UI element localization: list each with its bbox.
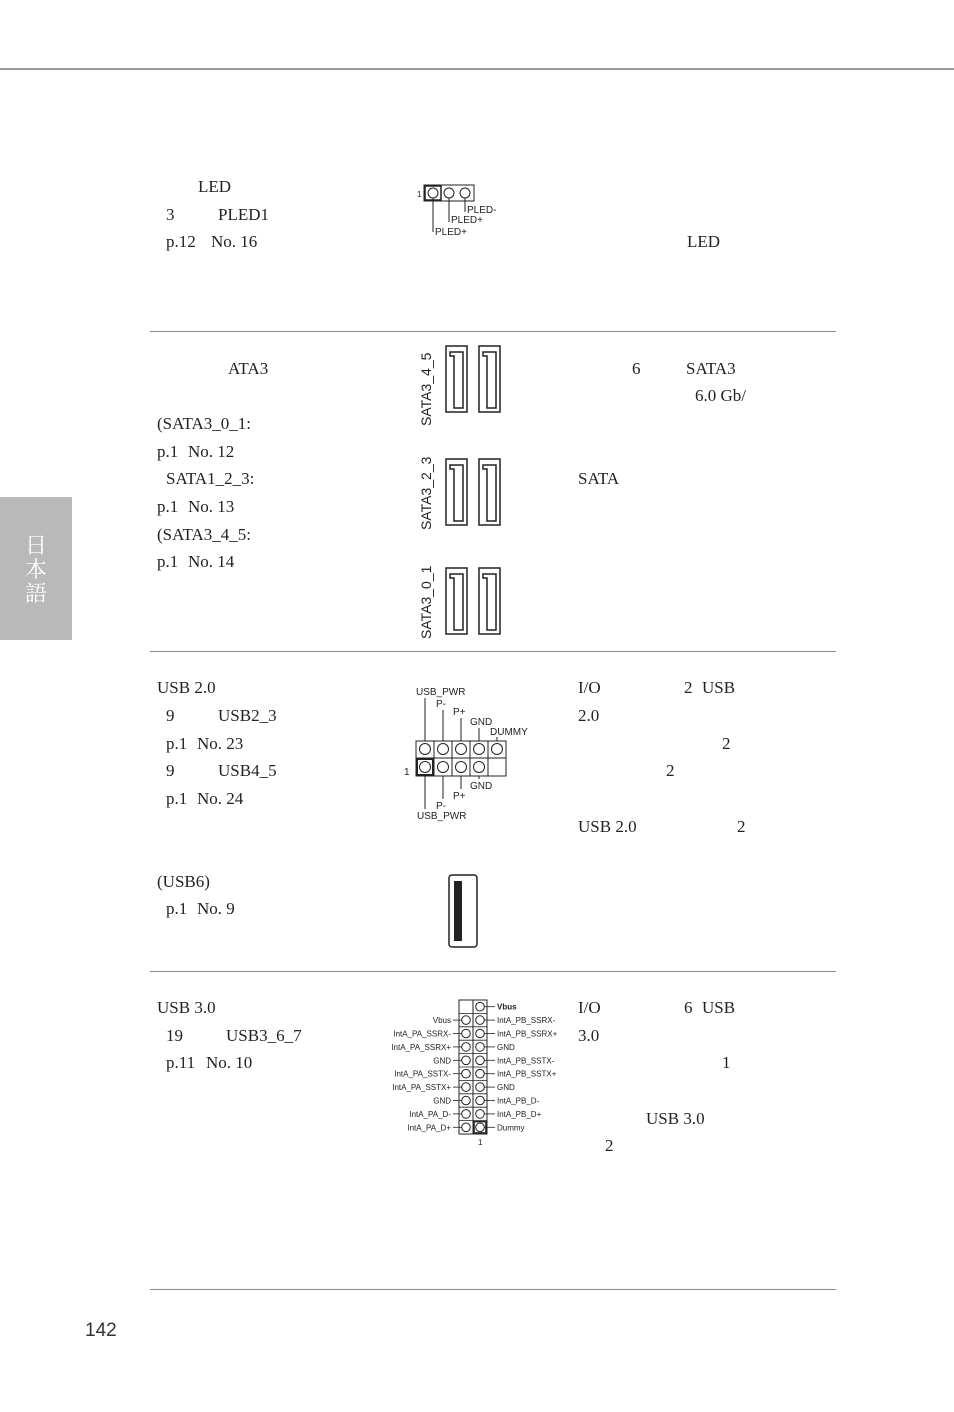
- usb3-left-page: p.11: [166, 1053, 196, 1072]
- usb2-left-pins1: 9: [166, 706, 175, 725]
- usb3-label-right-3: GND: [497, 1042, 515, 1052]
- usb3-pin-left-8: [462, 1110, 471, 1119]
- sata-connector-0: [446, 568, 467, 634]
- usb2-header-diagram: [400, 683, 540, 823]
- led-right-text: LED: [687, 232, 721, 251]
- led-left-name: PLED1: [218, 205, 269, 224]
- usb2-top-dummy: DUMMY: [490, 727, 528, 738]
- usb2-left-no2: No. 24: [197, 789, 244, 808]
- usb3-label-left-5: IntA_PA_SSTX-: [394, 1069, 451, 1079]
- sata-connector-2: [446, 459, 467, 525]
- sata-left-port3: (SATA3_4_5:: [157, 525, 252, 544]
- usb3-left-no: No. 10: [206, 1053, 253, 1072]
- usb3-label-right-5: IntA_PB_SSTX+: [497, 1069, 557, 1079]
- sata-connector-4: [446, 346, 467, 412]
- usb2-left-name1: USB2_3: [218, 706, 277, 725]
- usb3-label-right-6: GND: [497, 1083, 515, 1093]
- usb2-right-n2: 2: [666, 761, 675, 780]
- pled-pin1-label: 1: [417, 190, 422, 199]
- usb3-right-count: 6: [684, 998, 693, 1017]
- sata-connector-5: [479, 346, 500, 412]
- usb2-right-usb: USB: [702, 678, 736, 697]
- language-tab: [0, 497, 72, 640]
- sata-left-title: ATA3: [228, 359, 269, 378]
- usb3-left-name: USB3_6_7: [226, 1026, 302, 1045]
- usb2-pin1-label: 1: [404, 767, 410, 778]
- page-number: 142: [85, 1320, 117, 1341]
- usb3-right-n1: 1: [722, 1053, 731, 1072]
- usb3-left-pins: 19: [166, 1026, 183, 1045]
- usb3-pin-left-4: [462, 1056, 471, 1065]
- usb3-pin-left-1: [462, 1016, 471, 1025]
- usb3-pin-left-9: [462, 1123, 471, 1132]
- usb3-pin-right-4: [476, 1056, 485, 1065]
- usb3-label-right-7: IntA_PB_D-: [497, 1096, 540, 1106]
- usb3-pin1-label: 1: [478, 1138, 483, 1147]
- usb3-pin-left-6: [462, 1083, 471, 1092]
- sata-connector-1: [479, 568, 500, 634]
- usb6-left-title: (USB6): [157, 872, 210, 891]
- usb2-bottom-pwr: USB_PWR: [417, 811, 467, 822]
- usb3-right-usb: USB: [702, 998, 736, 1017]
- section-divider-2: [150, 651, 836, 652]
- top-rule: [0, 68, 954, 70]
- sata-label-4-5: SATA3_4_5: [418, 352, 434, 426]
- sata-left-port2: SATA1_2_3:: [166, 469, 255, 488]
- usb3-pin-left-3: [462, 1043, 471, 1052]
- usb2-right-ver: 2.0: [578, 706, 600, 725]
- usb6-left-page: p.1: [166, 899, 188, 918]
- usb3-pin-left-5: [462, 1069, 471, 1078]
- usb3-header-diagram: [380, 996, 570, 1148]
- sata-label-2-3: SATA3_2_3: [418, 456, 434, 530]
- usb3-pin-grid: [391, 1000, 557, 1134]
- usb3-pin-right-9: [476, 1123, 485, 1132]
- pled-label-1: PLED-: [467, 205, 497, 216]
- sata-right-count: 6: [632, 359, 641, 378]
- usb2-right-count: 2: [684, 678, 693, 697]
- usb3-pin-left-2: [462, 1029, 471, 1038]
- usb3-pin-right-0: [476, 1002, 485, 1011]
- led-left-line1: LED: [198, 177, 232, 196]
- sata-left-page3: p.1: [157, 552, 179, 571]
- usb2-top-pplus: P+: [453, 707, 466, 718]
- usb3-pin-right-8: [476, 1110, 485, 1119]
- usb3-label-left-9: IntA_PA_D+: [407, 1123, 451, 1133]
- usb3-pin-left-7: [462, 1096, 471, 1105]
- usb3-label-right-0: Vbus: [497, 1002, 517, 1012]
- usb2-top-pwr: USB_PWR: [416, 687, 466, 698]
- usb3-pin-right-3: [476, 1043, 485, 1052]
- sata-left-page2: p.1: [157, 497, 179, 516]
- led-left-pins: 3: [166, 205, 175, 224]
- pled-label-2: PLED+: [451, 215, 483, 226]
- usb2-right-io: I/O: [578, 678, 601, 697]
- sata-left-page1: p.1: [157, 442, 179, 461]
- pled-header-diagram: [414, 182, 514, 242]
- usb3-pin-right-1: [476, 1016, 485, 1025]
- usb3-label-right-8: IntA_PB_D+: [497, 1109, 542, 1119]
- usb2-right-usb20: USB 2.0: [578, 817, 637, 836]
- sata-right-type: SATA3: [686, 359, 736, 378]
- usb2-right-n1: 2: [722, 734, 731, 753]
- usb3-pin-right-6: [476, 1083, 485, 1092]
- usb3-label-right-1: IntA_PB_SSRX-: [497, 1016, 556, 1026]
- usb2-bottom-pminus: P-: [436, 801, 446, 812]
- sata-left-port1: (SATA3_0_1:: [157, 414, 252, 433]
- usb3-pin-right-7: [476, 1096, 485, 1105]
- usb3-label-left-3: IntA_PA_SSRX+: [391, 1042, 451, 1052]
- usb2-bottom-pplus: P+: [453, 791, 466, 802]
- sata-label-0-1: SATA3_0_1: [418, 565, 434, 639]
- usb2-bottom-gnd: GND: [470, 781, 493, 792]
- led-left-page: p.12: [166, 232, 196, 251]
- usb3-right-io: I/O: [578, 998, 601, 1017]
- section-divider-3: [150, 971, 836, 972]
- sata-left-no3: No. 14: [188, 552, 235, 571]
- sata-right-sata: SATA: [578, 469, 620, 488]
- usb3-right-usb30: USB 3.0: [646, 1109, 705, 1128]
- usb3-pin-right-5: [476, 1069, 485, 1078]
- sata-left-no1: No. 12: [188, 442, 235, 461]
- usb6-left-no: No. 9: [197, 899, 235, 918]
- usb3-label-left-8: IntA_PA_D-: [409, 1109, 451, 1119]
- sata-left-no2: No. 13: [188, 497, 235, 516]
- usb3-left-title: USB 3.0: [157, 998, 216, 1017]
- usb2-left-title: USB 2.0: [157, 678, 216, 697]
- usb2-left-page2: p.1: [166, 789, 188, 808]
- usb2-left-no1: No. 23: [197, 734, 244, 753]
- usb3-label-right-9: Dummy: [497, 1123, 525, 1133]
- usb3-label-left-1: Vbus: [432, 1016, 451, 1026]
- usb3-label-right-4: IntA_PB_SSTX-: [497, 1056, 555, 1066]
- language-tab-label: 日本語: [24, 534, 47, 607]
- usb3-right-ver: 3.0: [578, 1026, 600, 1045]
- usb3-label-left-7: GND: [433, 1096, 451, 1106]
- section-divider-1: [150, 331, 836, 332]
- sata-right-speed: 6.0 Gb/: [695, 386, 746, 405]
- pled-label-3: PLED+: [435, 227, 467, 238]
- usb2-top-gnd: GND: [470, 717, 493, 728]
- usb3-label-left-6: IntA_PA_SSTX+: [392, 1083, 451, 1093]
- usb2-right-n3: 2: [737, 817, 746, 836]
- usb3-label-left-2: IntA_PA_SSRX-: [393, 1029, 451, 1039]
- led-left-no: No. 16: [211, 232, 258, 251]
- section-divider-4: [150, 1289, 836, 1290]
- usb3-pin-right-2: [476, 1029, 485, 1038]
- sata-connector-3: [479, 459, 500, 525]
- usb6-type-a-port: [446, 872, 482, 950]
- usb2-left-pins2: 9: [166, 761, 175, 780]
- usb3-right-n2: 2: [605, 1136, 614, 1155]
- usb3-label-right-2: IntA_PB_SSRX+: [497, 1029, 558, 1039]
- usb2-left-name2: USB4_5: [218, 761, 277, 780]
- usb3-label-left-4: GND: [433, 1056, 451, 1066]
- usb2-left-page1: p.1: [166, 734, 188, 753]
- sata-connectors-diagram: [414, 340, 514, 645]
- usb2-top-pminus: P-: [436, 699, 446, 710]
